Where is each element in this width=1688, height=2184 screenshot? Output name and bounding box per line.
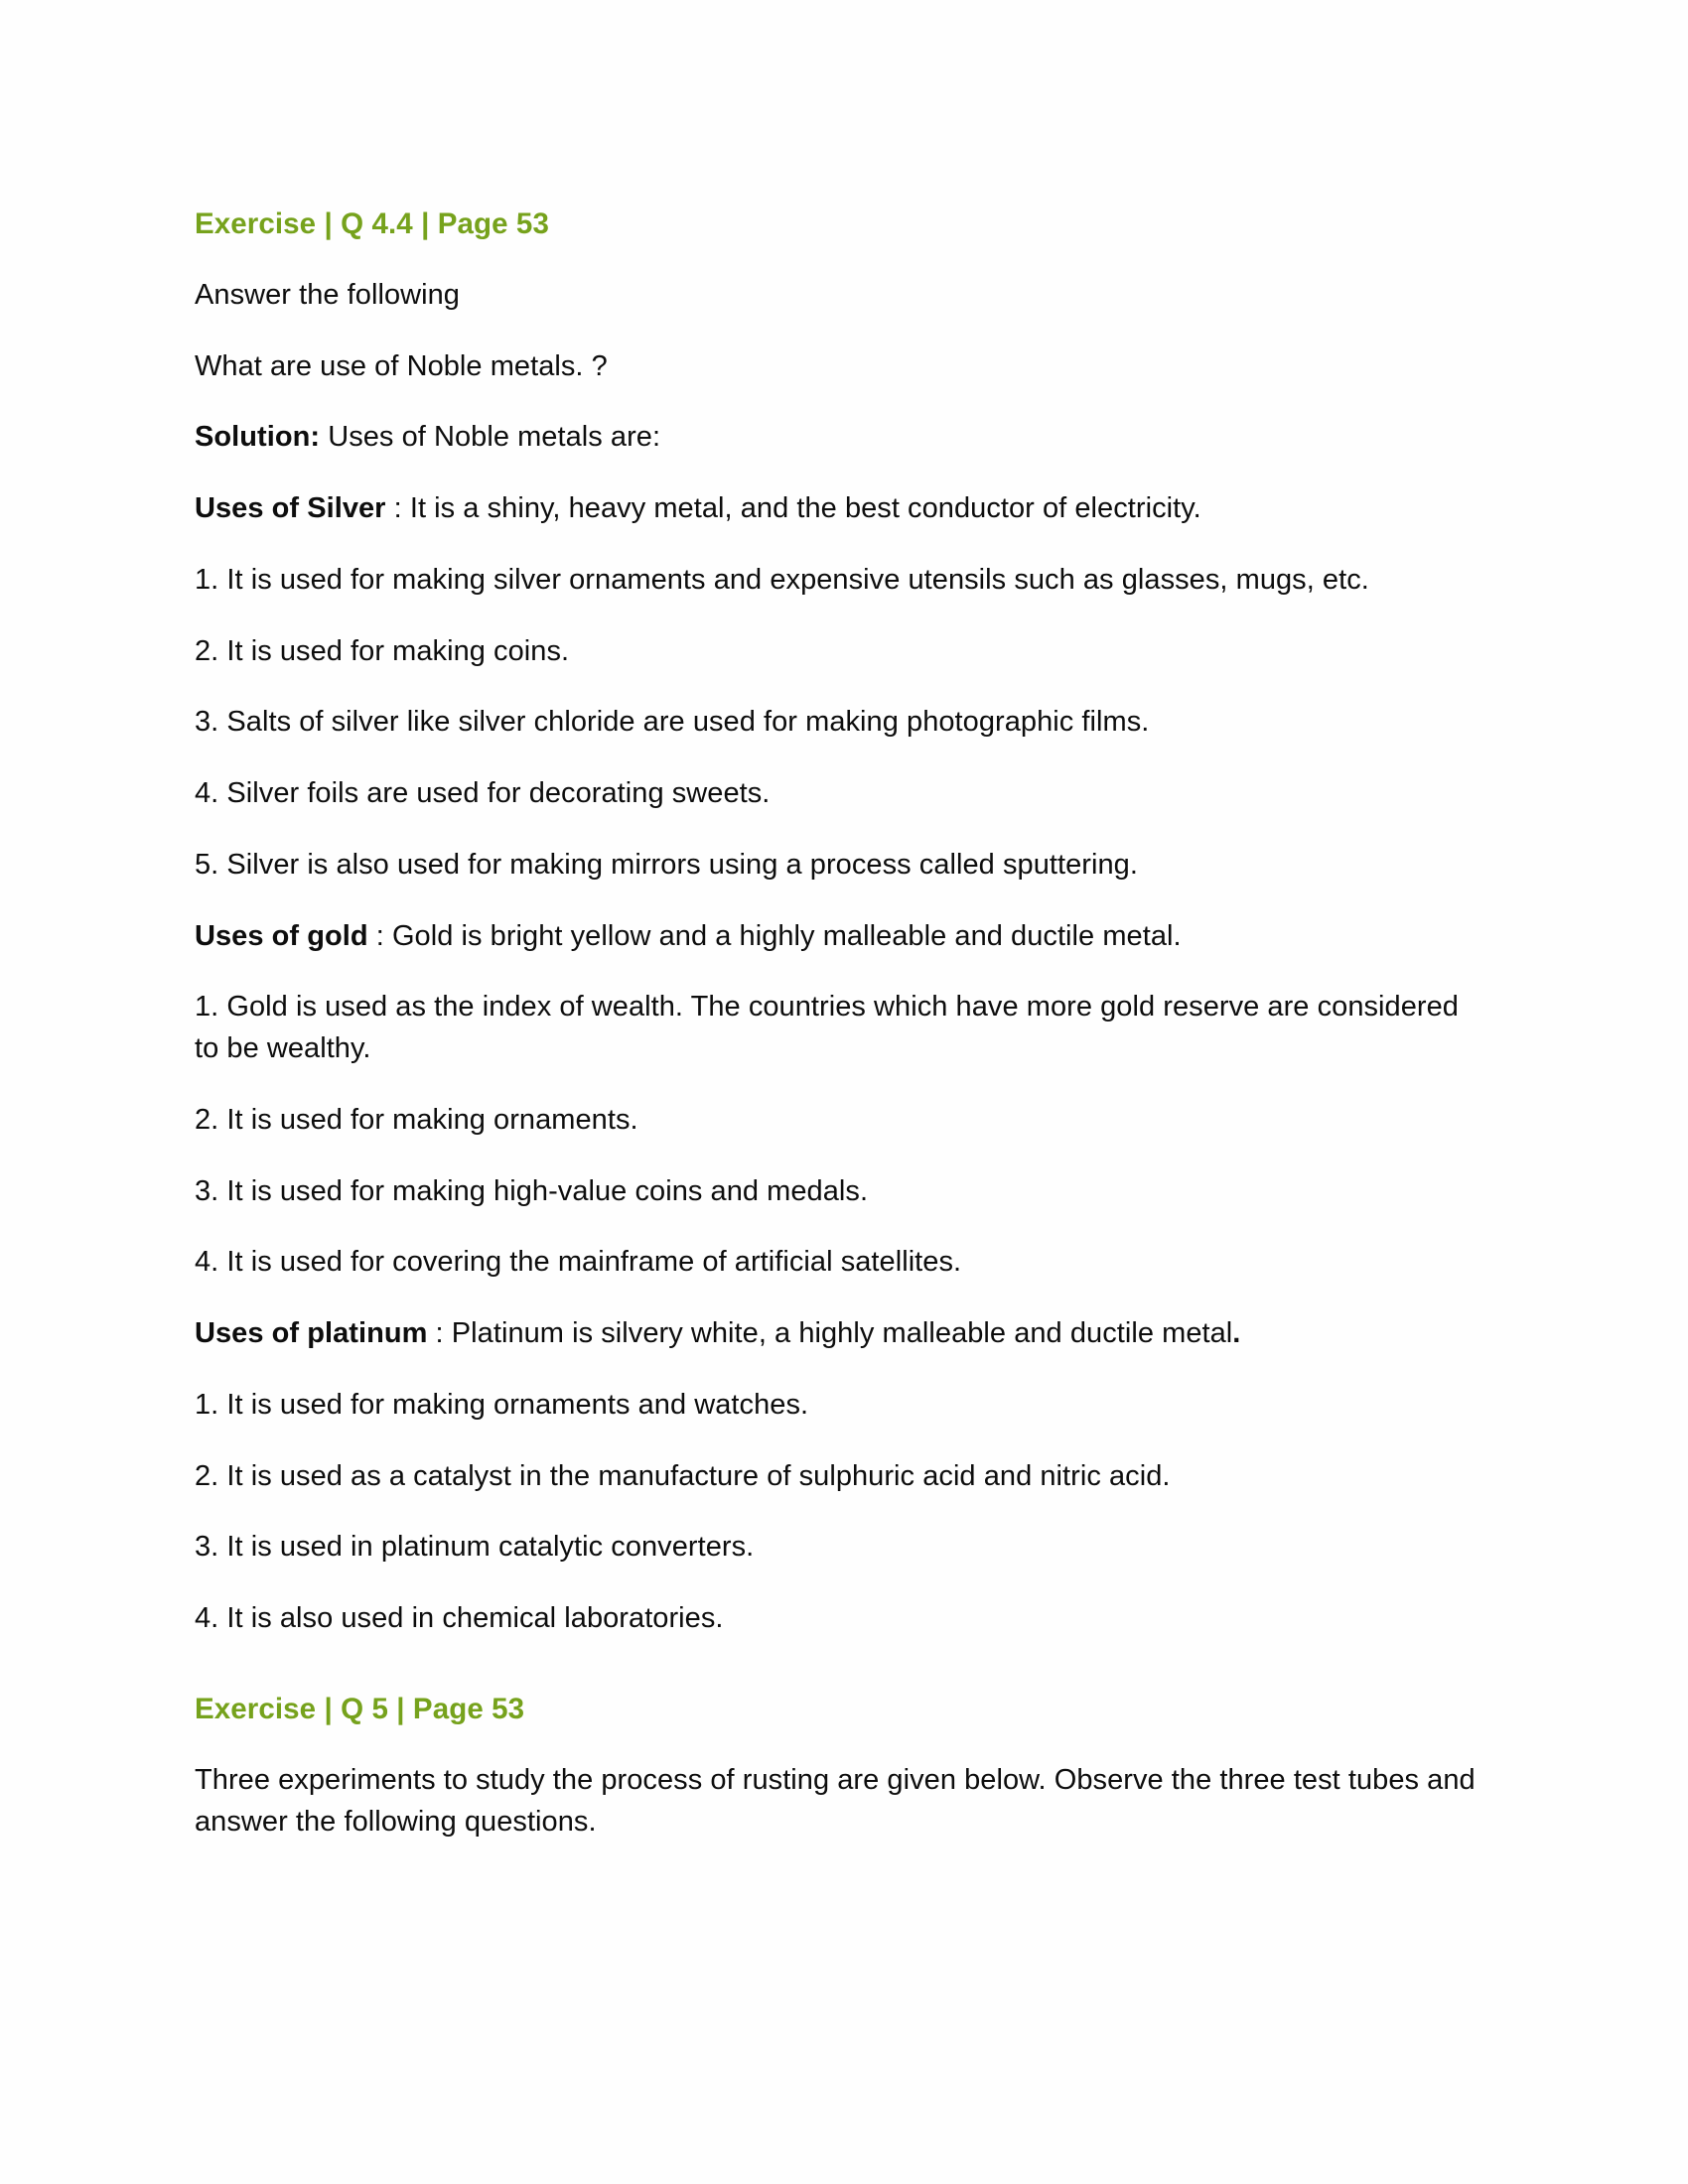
document-content [195, 206, 1476, 1843]
silver-heading-line [195, 488, 1476, 530]
platinum-item-2: 2. It is used as a catalyst in the manufacture of sulphuric acid and nitric acid. [195, 1459, 1171, 1492]
gold-heading-line [195, 916, 1476, 958]
gold-item-3: 3. It is used for making high-value coins and medals. [195, 1174, 869, 1207]
platinum-title: Uses of platinum [195, 1317, 428, 1350]
gold-item-1: 1. Gold is used as the index of wealth. The countries which have more gold reserve are considered to be wealthy. [195, 991, 1459, 1065]
gold-item-2: 2. It is used for making ornaments. [195, 1103, 638, 1136]
platinum-heading-line [195, 1313, 1476, 1355]
platinum-item-3: 3. It is used in platinum catalytic converters. [195, 1531, 755, 1564]
instruction-text: Answer the following [195, 278, 460, 311]
platinum-item-4: 4. It is also used in chemical laboratories. [195, 1602, 724, 1635]
solution-line [195, 417, 1476, 459]
platinum-description: : Platinum is silvery white, a highly malleable and ductile metal [427, 1317, 1233, 1350]
silver-item-5: 5. Silver is also used for making mirrors using a process called sputtering. [195, 848, 1138, 881]
silver-item-1: 1. It is used for making silver ornaments and expensive utensils such as glasses, mugs, etc. [195, 563, 1369, 596]
silver-item-3: 3. Salts of silver like silver chloride are used for making photographic films. [195, 706, 1150, 739]
question-text: What are use of Noble metals. ? [195, 349, 608, 382]
silver-title: Uses of Silver [195, 492, 386, 525]
exercise-heading-q5: Exercise | Q 5 | Page 53 [195, 1692, 525, 1725]
solution-intro-text: Uses of Noble metals are: [320, 421, 661, 454]
platinum-description-period: . [1232, 1317, 1241, 1350]
gold-item-4: 4. It is used for covering the mainframe of artificial satellites. [195, 1246, 962, 1279]
gold-description: : Gold is bright yellow and a highly malleable and ductile metal. [367, 919, 1182, 952]
platinum-item-1: 1. It is used for making ornaments and watches. [195, 1388, 809, 1421]
exercise-heading-q44: Exercise | Q 4.4 | Page 53 [195, 207, 549, 240]
silver-item-4: 4. Silver foils are used for decorating sweets. [195, 777, 771, 810]
solution-label: Solution: [195, 421, 321, 454]
rusting-experiment-text: Three experiments to study the process of rusting are given below. Observe the three test tubes and answer the following questions. [195, 1763, 1476, 1838]
silver-description: : It is a shiny, heavy metal, and the best conductor of electricity. [385, 492, 1201, 525]
gold-title: Uses of gold [195, 919, 368, 952]
silver-item-2: 2. It is used for making coins. [195, 634, 570, 667]
